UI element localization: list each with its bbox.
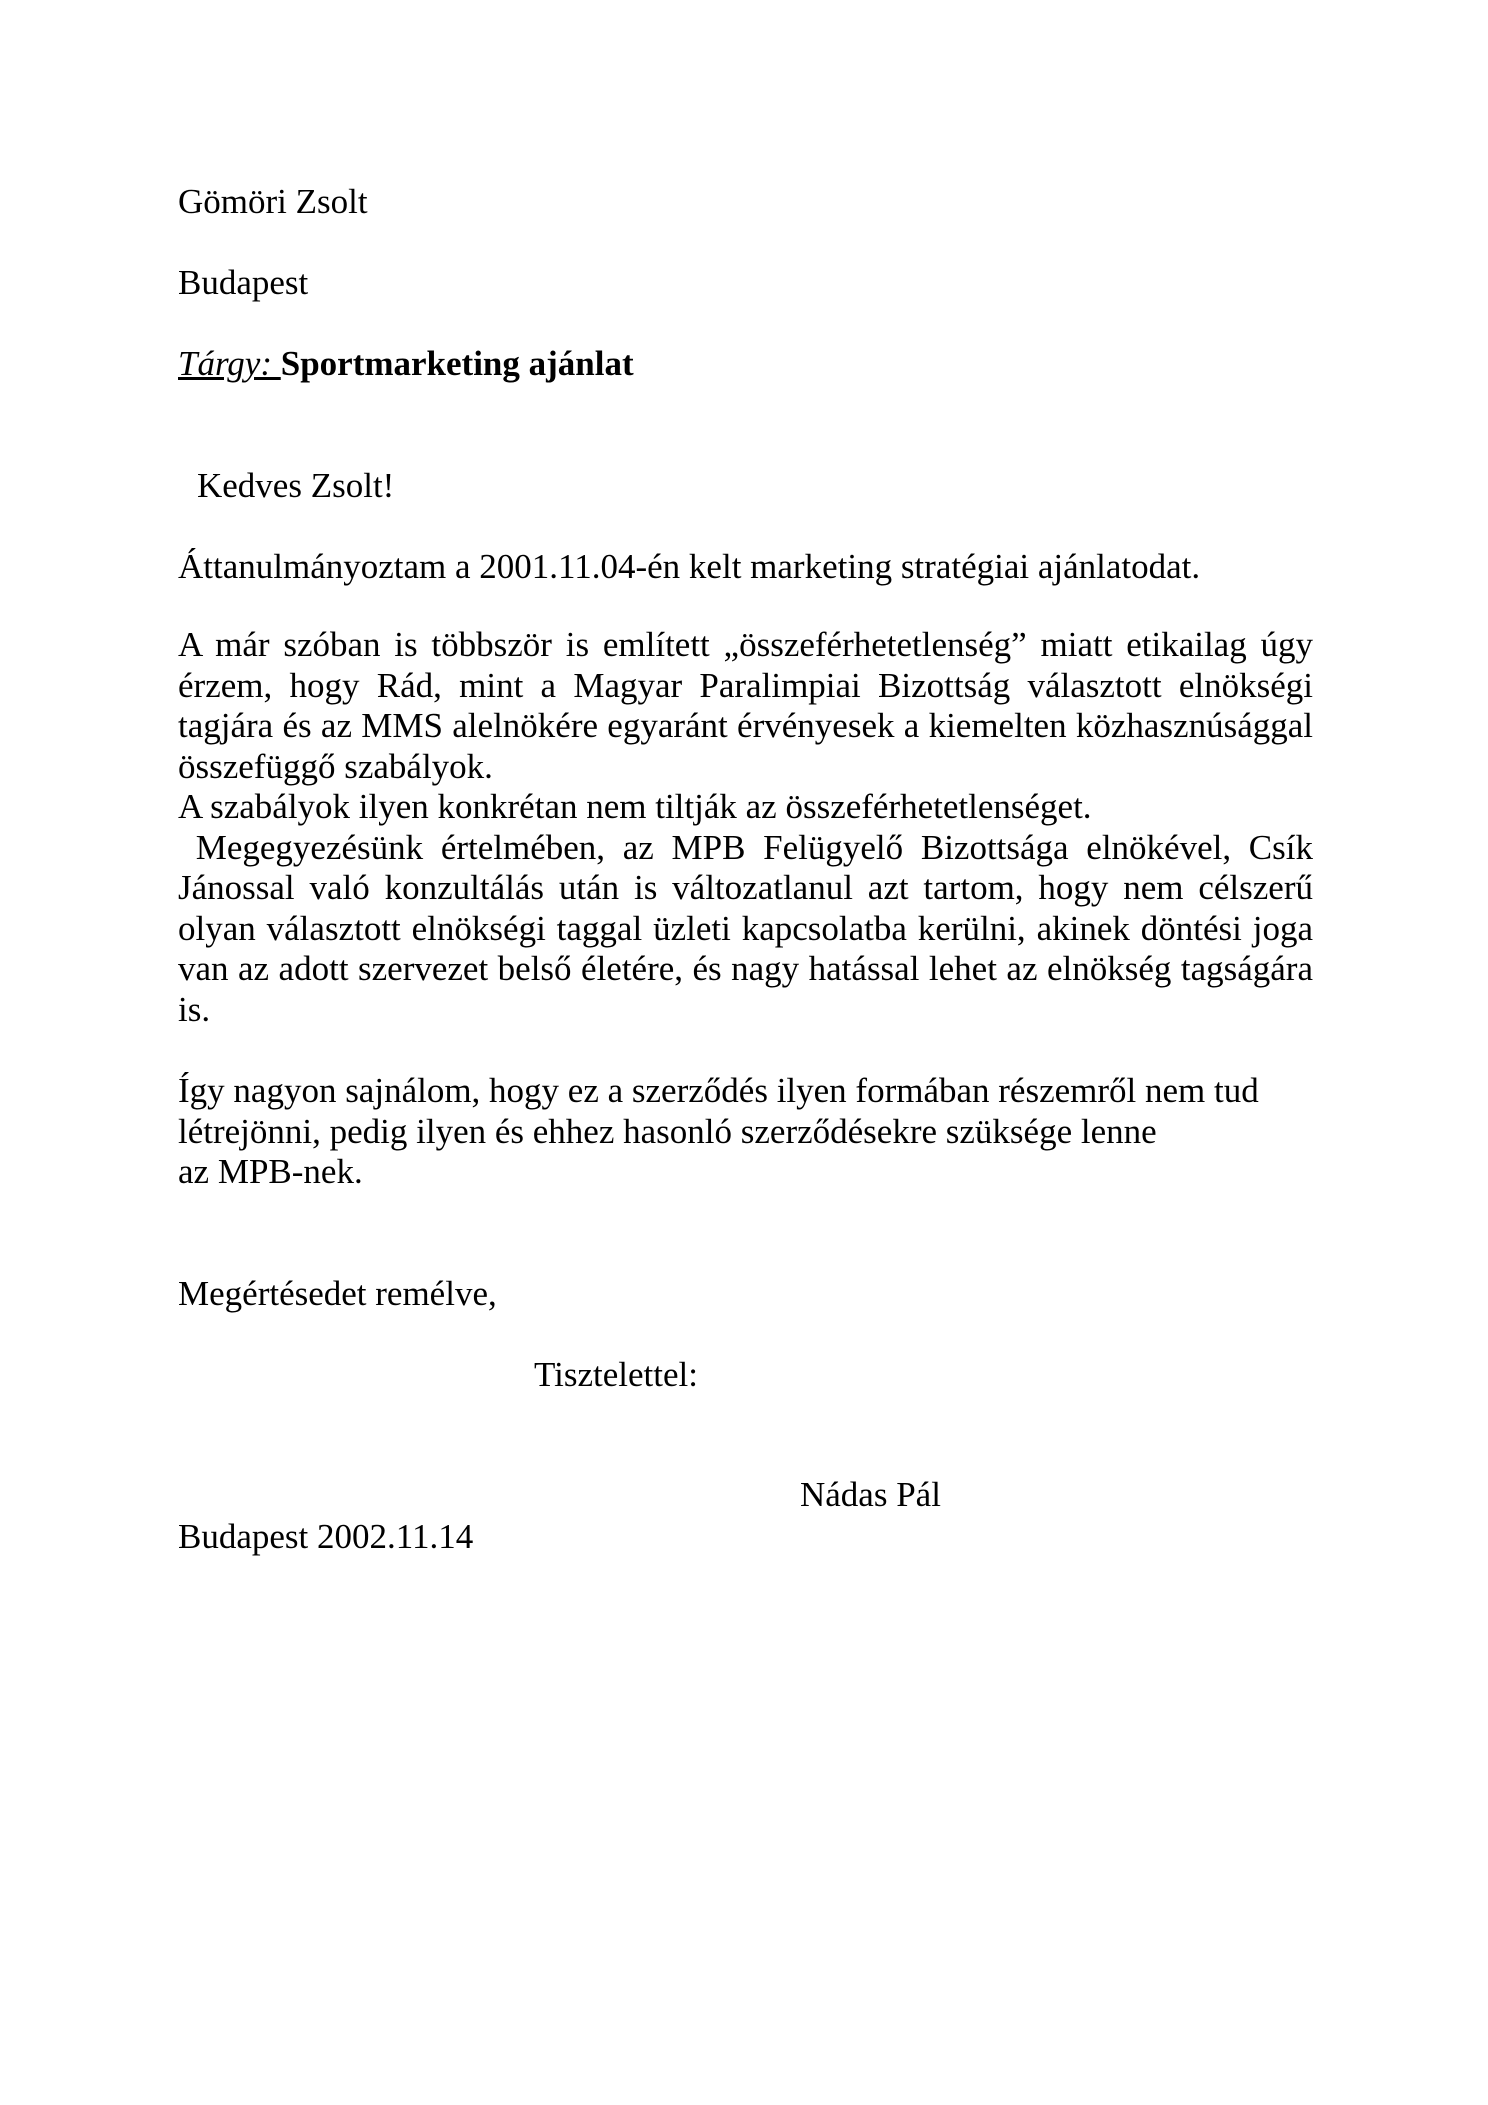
body-line: érzem, hogy Rád, mint a Magyar Paralimpiai Bizottság választott elnökségi <box>178 665 1313 705</box>
body-paragraph-1 <box>178 625 1313 1030</box>
recipient-name: Gömöri Zsolt <box>178 182 368 221</box>
body-line: létrejönni, pedig ilyen és ehhez hasonló szerződésekre szüksége lenne <box>178 1111 1157 1151</box>
place-date: Budapest 2002.11.14 <box>178 1517 474 1556</box>
regards-line: Tisztelettel: <box>534 1355 698 1394</box>
body-line: összefüggő szabályok. <box>178 746 493 786</box>
body-paragraph-2 <box>178 1071 1313 1193</box>
subject-line <box>178 346 634 381</box>
body-line: olyan választott elnökségi taggal üzleti kapcsolatba kerülni, akinek döntési joga <box>178 908 1313 948</box>
recipient-city: Budapest <box>178 263 309 302</box>
body-line: Jánossal való konzultálás után is változatlanul azt tartom, hogy nem célszerű <box>178 868 1313 907</box>
subject-text: Sportmarketing ajánlat <box>280 344 634 383</box>
body-line: Így nagyon sajnálom, hogy ez a szerződés ilyen formában részemről nem tud <box>178 1071 1259 1110</box>
body-line: A már szóban is többször is említett „összeférhetetlenség” miatt etikailag úgy <box>178 625 1313 664</box>
body-line: Megegyezésünk értelmében, az MPB Felügyelő Bizottsága elnökével, Csík <box>178 827 1313 867</box>
body-line: is. <box>178 989 211 1029</box>
salutation: Kedves Zsolt! <box>197 466 395 505</box>
closing-line: Megértésedet remélve, <box>178 1274 497 1313</box>
subject-label: Tárgy: <box>178 344 281 383</box>
body-line: tagjára és az MMS alelnökére egyaránt érvényesek a kiemelten közhasznúsággal <box>178 706 1313 745</box>
body-line: van az adott szervezet belső életére, és nagy hatással lehet az elnökség tagságára <box>178 949 1313 988</box>
intro-sentence: Áttanulmányoztam a 2001.11.04-én kelt marketing stratégiai ajánlatodat. <box>178 547 1201 586</box>
signature-name: Nádas Pál <box>800 1475 941 1514</box>
body-line: az MPB-nek. <box>178 1152 363 1191</box>
body-line: A szabályok ilyen konkrétan nem tiltják az összeférhetetlenséget. <box>178 787 1092 826</box>
